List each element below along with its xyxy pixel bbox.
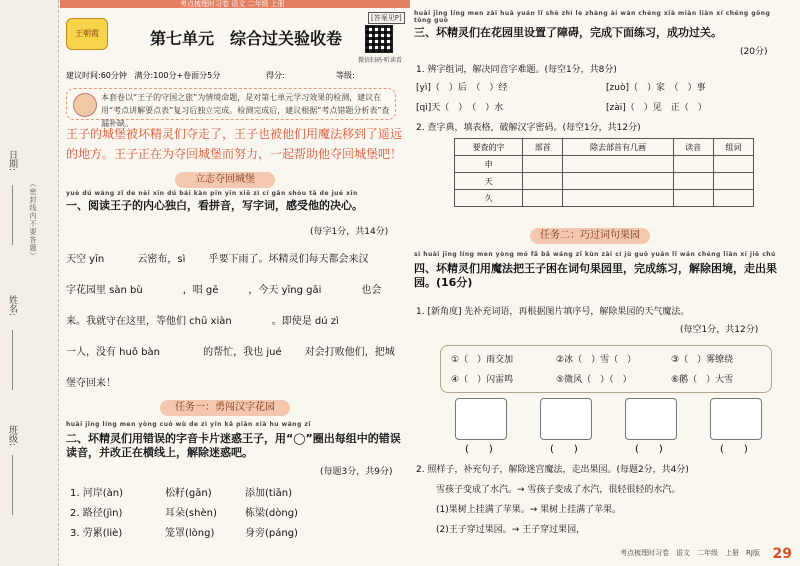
q2-row-1 xyxy=(70,484,292,499)
time-text: 建议时间:60分钟 xyxy=(66,71,127,80)
q3-1-prompt: 1. 辨字组词，解决同音字难题。(每空1分，共8分) xyxy=(416,65,617,75)
q4-pinyin: sì huài jīng líng men yòng mó fǎ bǎ wáng zǐ kùn zài cí jù guǒ yuán lǐ wán chéng liàn xí jiě chú xyxy=(414,251,776,258)
table-header: 组词 xyxy=(713,139,753,156)
qr-code-icon[interactable] xyxy=(365,25,393,53)
page-number: 29 xyxy=(772,546,792,562)
homophone-item[interactable]: [yì]（ ）后 （ ）经 xyxy=(416,83,508,93)
task2-pill: 任务二：巧过词句果园 xyxy=(530,228,650,244)
score-text: 满分:100分+卷面分5分 xyxy=(134,71,221,80)
answer-paren[interactable]: ( ) xyxy=(465,444,493,455)
passage-line: 堡夺回来！ xyxy=(66,378,116,389)
table-char: 申 xyxy=(455,156,523,173)
class-line xyxy=(12,455,13,515)
rain-picture xyxy=(625,398,677,440)
answer-paren[interactable]: ( ) xyxy=(635,444,663,455)
section-pill-castle: 立志夺回城堡 xyxy=(175,172,275,188)
table-char: 天 xyxy=(455,173,523,190)
answer-paren[interactable]: ( ) xyxy=(550,444,578,455)
name-label: 姓名: xyxy=(7,295,17,317)
answer-badge: [答案见P] xyxy=(368,12,405,24)
q2-item[interactable]: 身旁(páng) xyxy=(245,528,298,539)
q4-2-prompt: 2. 照样子，补充句子，解除迷宫魔法，走出果园。(每题2分，共4分) xyxy=(416,465,689,475)
class-label: 班级: xyxy=(7,425,17,447)
table-cell[interactable] xyxy=(713,190,753,207)
q3-2-prompt: 2. 查字典，填表格，破解汉字密码。(每空1分，共12分) xyxy=(416,123,641,133)
homophone-item[interactable]: [qì]天（ ） （ ）水 xyxy=(416,103,504,113)
unit-title: 第七单元 综合过关验收卷 xyxy=(150,29,343,48)
left-page xyxy=(60,0,410,566)
table-header: 读音 xyxy=(673,139,713,156)
date-line xyxy=(12,185,13,245)
q4-1-prompt: 1. [新角度] 先补充词语，再根据图片填序号，解除果园的天气魔法。 xyxy=(416,307,690,317)
avatar-icon xyxy=(73,93,97,117)
footer-text: 考点梳理时习卷 语文 二年级 上册 RJ版 xyxy=(620,549,760,557)
table-cell[interactable] xyxy=(673,190,713,207)
table-row xyxy=(455,190,754,207)
homophone-item[interactable]: [zài]（ ）见 正（ ） xyxy=(606,103,707,113)
dictionary-table xyxy=(454,138,754,207)
weather-word[interactable]: ③（ ）雾缭绕 xyxy=(671,355,734,365)
snowy-house-picture xyxy=(540,398,592,440)
logo-text: 王朝霞 xyxy=(75,29,99,38)
weather-word[interactable]: ④（ ）闪雷鸣 xyxy=(451,375,514,385)
top-band xyxy=(60,0,410,8)
binding-margin xyxy=(0,0,59,566)
q1-pinyin: yuè dú wáng zǐ de nèi xīn dú bái kàn pīn yīn xiě zì cí gǎn shòu tā de jué xīn xyxy=(66,190,358,197)
weather-word-strip xyxy=(440,345,772,393)
passage-line: 来。我就守在这里，等他们 chū xiàn 。即使是 dú zì xyxy=(66,316,369,327)
seal-note: （密封线内不要答题） xyxy=(29,180,37,260)
q3-1-row1 xyxy=(416,80,706,93)
homophone-item[interactable]: [zuò]（ ）家 （ ）事 xyxy=(606,83,706,93)
passage-line: 一人，没有 huǒ bàn 的帮忙，我也 jué 对会打败他们，把城 xyxy=(66,347,395,358)
q3-pinyin: huài jīng líng men zài huā yuán lǐ shè zhì le zhàng ài wán chéng xià miàn liàn xí chéng gōng tōng guò xyxy=(414,10,771,24)
weather-word[interactable]: ⑤微风（ ）（ ） xyxy=(556,375,632,385)
table-header: 除去部首有几画 xyxy=(563,139,673,156)
table-cell[interactable] xyxy=(563,173,673,190)
table-row xyxy=(455,156,754,173)
q2-row-2 xyxy=(70,504,298,519)
table-cell[interactable] xyxy=(673,156,713,173)
table-cell[interactable] xyxy=(673,173,713,190)
date-label: 日期: xyxy=(7,150,17,172)
q3-1-row2 xyxy=(416,100,707,113)
example-sentence: 雪孩子变成了水汽。→ 雪孩子变成了水汽，很轻很轻的水汽。 xyxy=(436,485,681,495)
q2-item[interactable]: 松籽(gān) xyxy=(165,488,212,499)
q2-pinyin: huài jīng líng men yòng cuò wù de zì yīn kǎ piàn xià hu wáng zǐ xyxy=(66,421,311,428)
bare-tree-picture xyxy=(455,398,507,440)
q4-heading xyxy=(414,248,784,290)
q2-heading xyxy=(66,418,406,460)
weather-word[interactable]: ②冰（ ）雪（ ） xyxy=(556,355,637,365)
q1-passage xyxy=(66,244,406,399)
q2-item[interactable]: 2. 路径(jìn) xyxy=(70,508,123,519)
q2-item[interactable]: 1. 河岸(àn) xyxy=(70,488,123,499)
q1-heading xyxy=(66,190,406,213)
q3-points: (20分) xyxy=(740,47,768,57)
table-header: 部首 xyxy=(523,139,563,156)
sentence-2[interactable]: (2)王子穿过果园。→ 王子穿过果园， xyxy=(436,525,586,535)
weather-word[interactable]: ⑥鹅（ ）大雪 xyxy=(671,375,734,385)
passage-line: 天空 yīn 云密布，sì 乎要下雨了。坏精灵们每天都会来汉 xyxy=(66,254,369,265)
q2-item[interactable]: 笼罩(lòng) xyxy=(165,528,215,539)
notice-text: 本套卷以“王子的守国之旅”为情境命题，是对第七单元学习效果的检测，建议在用“考点讲解要点表”复习后独立完成。检测完成后，建议根据“考点错题分析表”查漏补缺。 xyxy=(101,93,390,128)
q2-points: (每题3分，共9分) xyxy=(320,467,393,477)
table-cell[interactable] xyxy=(523,156,563,173)
q2-row-3 xyxy=(70,524,298,539)
table-header-row xyxy=(455,139,754,156)
got-label: 得分: xyxy=(266,71,285,80)
q1-title: 一、阅读王子的内心独白，看拼音，写字词，感受他的决心。 xyxy=(66,199,363,212)
q2-title: 二、坏精灵们用错误的字音卡片迷惑王子，用“◯”圈出每组中的错误读音，并改正在横线上，解除迷惑吧。 xyxy=(66,432,401,459)
table-cell[interactable] xyxy=(523,173,563,190)
q3-title: 三、坏精灵们在花园里设置了障碍，完成下面练习，成功过关。 xyxy=(414,26,722,39)
notice-box xyxy=(66,88,396,128)
q2-item[interactable]: 3. 劳累(liè) xyxy=(70,528,123,539)
weather-word[interactable]: ①（ ）雨交加 xyxy=(451,355,514,365)
q4-title: 四、坏精灵们用魔法把王子困在词句果园里，完成练习，解除困境，走出果园。(16分) xyxy=(414,262,777,289)
table-cell[interactable] xyxy=(563,190,673,207)
table-char: 久 xyxy=(455,190,523,207)
exam-meta xyxy=(66,70,406,81)
weather-row-2 xyxy=(451,372,734,385)
q2-item[interactable]: 添加(tiān) xyxy=(245,488,292,499)
table-header: 要查的字 xyxy=(455,139,523,156)
table-cell[interactable] xyxy=(563,156,673,173)
answer-paren[interactable]: ( ) xyxy=(720,444,748,455)
weather-row-1 xyxy=(451,352,734,365)
q1-points: (每字1分，共14分) xyxy=(310,227,389,237)
q2-item[interactable]: 耳朵(shèn) xyxy=(165,508,217,519)
level-label: 等级: xyxy=(336,71,355,80)
table-cell[interactable] xyxy=(713,173,753,190)
q4-1-points: (每空1分，共12分) xyxy=(680,325,759,335)
table-cell[interactable] xyxy=(713,156,753,173)
brand-logo xyxy=(66,18,108,50)
q3-heading xyxy=(414,10,784,40)
sentence-1[interactable]: (1)果树上挂满了苹果。→ 果树上挂满了苹果。 xyxy=(436,505,622,515)
qr-note: 微信扫码·听读看 xyxy=(358,57,402,64)
q2-item[interactable]: 栋梁(dòng) xyxy=(245,508,298,519)
task1-pill: 任务一：勇闯汉字花园 xyxy=(160,400,290,416)
name-line xyxy=(12,330,13,390)
passage-line: 字花园里 sàn bù ，唱 gē ，今天 yīng gāi 也会 xyxy=(66,285,382,296)
table-row xyxy=(455,173,754,190)
story-text: 王子的城堡被坏精灵们夺走了，王子也被他们用魔法移到了遥远的地方。王子正在为夺回城堡而努力，一起帮助他夺回城堡吧！ xyxy=(66,127,403,161)
band-text: 考点梳理时习卷 语文 二年级 上册 xyxy=(180,0,285,8)
mountain-fog-picture xyxy=(710,398,762,440)
table-cell[interactable] xyxy=(523,190,563,207)
